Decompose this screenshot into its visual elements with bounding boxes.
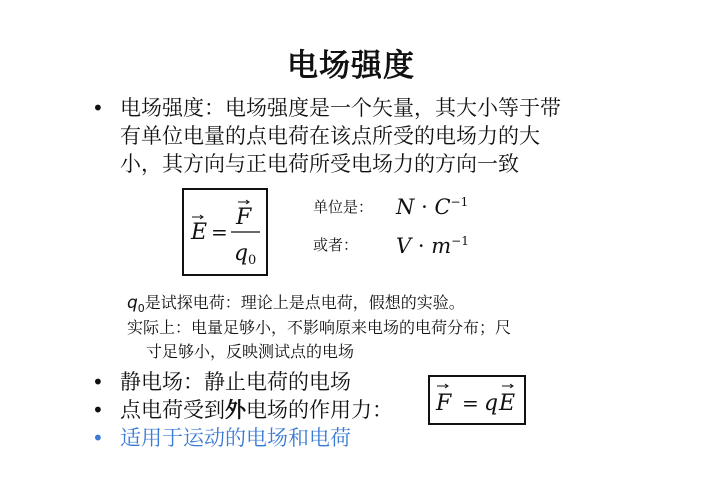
field-strength-formula-box [182, 188, 268, 276]
formula-denominator-q: q [234, 241, 249, 266]
bullet-dot: • [92, 426, 104, 450]
bullet-text: 静电场：静止电荷的电场 [120, 370, 351, 394]
unit2-v: V [396, 234, 412, 258]
force-lhs-f: F [436, 391, 452, 416]
bullet-text: 适用于运动的电场和电荷 [120, 426, 351, 450]
unit1-exp: −1 [450, 195, 469, 209]
formula-lhs-e: E [191, 220, 208, 245]
definition-line-1: 电场强度：电场强度是一个矢量，其大小等于带 [120, 96, 561, 120]
formula-numerator-f: F [236, 205, 252, 230]
bullet-text-pre: 点电荷受到 [120, 398, 225, 422]
external-force-bullet [92, 396, 393, 424]
practice-note-line-1: 实际上：电量足够小，不影响原来电场的电荷分布；尺 [127, 318, 512, 337]
force-charge-q: q [484, 391, 499, 416]
slide-title: 电场强度 [287, 48, 415, 84]
practice-note-line-2: 寸足够小，反映测试点的电场 [146, 342, 355, 361]
bullet-text-post: 电场的作用力： [246, 398, 393, 422]
unit-expression-2 [396, 234, 469, 258]
bullet-dot: • [92, 96, 104, 120]
note-line-1: 是试探电荷：理论上是点电荷，假想的实验。 [144, 293, 465, 312]
unit2-m: m [431, 234, 452, 258]
unit1-dot: · [421, 195, 428, 219]
bullet-dot: • [92, 370, 104, 394]
bullet-text-bold: 外 [225, 398, 246, 422]
formula-denominator-sub: 0 [248, 253, 257, 268]
note-q-sub: 0 [137, 302, 145, 316]
definition-line-2: 有单位电量的点电荷在该点所受的电场力的大 [120, 124, 540, 148]
unit1-c: C [434, 195, 451, 219]
force-formula [430, 377, 524, 423]
force-formula-box [428, 375, 526, 425]
electrostatic-field-bullet [92, 368, 351, 396]
definition-bullet [92, 94, 620, 178]
unit-label-2: 或者： [313, 236, 359, 254]
note-q: q [127, 293, 138, 313]
unit2-dot: · [417, 234, 425, 258]
unit-expression-1 [396, 195, 468, 219]
applicability-bullet [92, 424, 351, 452]
field-strength-formula [184, 190, 266, 274]
force-field-e: E [499, 391, 516, 416]
formula-equals: = [211, 220, 228, 244]
unit-label-1: 单位是： [313, 198, 374, 216]
definition-line-3: 小，其方向与正电荷所受电场力的方向一致 [120, 152, 519, 176]
force-equals: = [462, 391, 479, 415]
bullet-dot: • [92, 398, 104, 422]
unit2-exp: −1 [451, 234, 469, 248]
unit1-n: N [396, 195, 415, 219]
